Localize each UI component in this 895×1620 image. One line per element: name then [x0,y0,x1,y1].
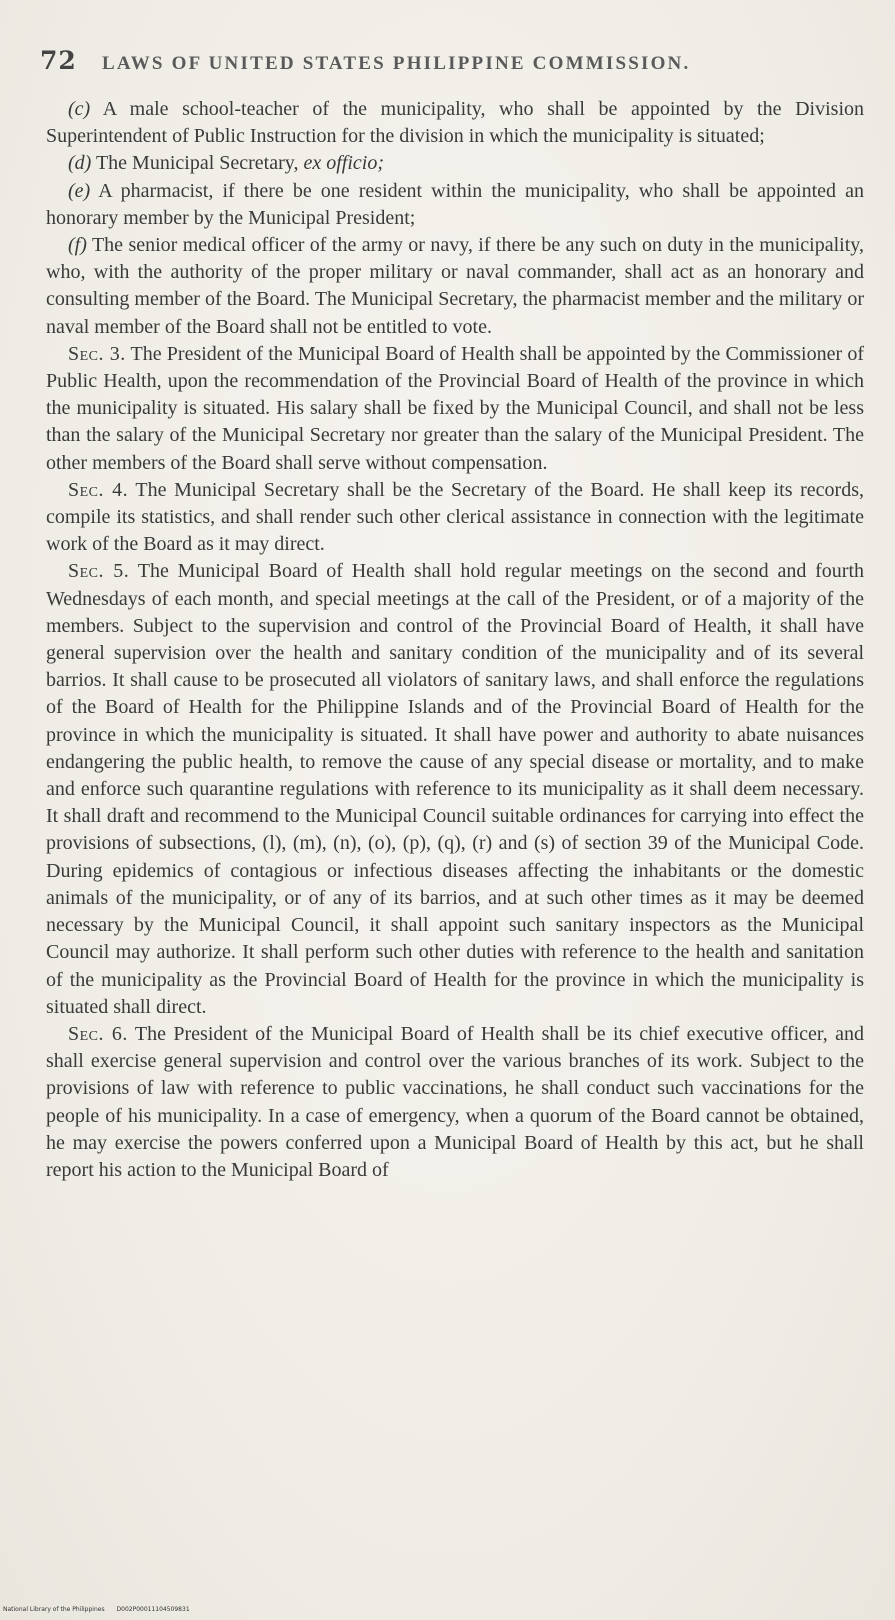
body-text [46,96,864,1184]
page-header [40,46,870,80]
paragraph-text: The Municipal Secretary shall be the Secretary of the Board. He shall keep its records, compile its statistics, and shall render such other clerical assistance in connection with the legitimate work of the Board as it may direct. [46,478,864,556]
clause-label: (c) [68,98,91,120]
clause-label: (d) [68,152,92,175]
paragraph-text: The Municipal Secretary, [91,152,304,175]
library-credit: National Library of the Philippines [3,1606,105,1613]
clause-label: (f) [68,234,87,257]
paragraph-c [46,96,864,150]
section-4 [46,477,864,559]
paragraph-text: The Municipal Board of Health shall hold regular meetings on the second and fourth Wednesdays of each month, and special meetings at the call of the President, or of a majority of the members. Subject to the supervision and control of the Provincial Board of Health, it shall have general supervision over the health and sanitary condition of the municipality and of its several barrios. It shall cause to be prosecuted all violators of sanitary laws, and shall enforce the regulations of the Board of Health for the Philippine Islands and of the Provincial Board of Health for the province in which the municipality is situated. It shall have power and authority to abate nuisances endangering the public health, to remove the cause of any special disease or mortality, and to make and enforce such quarantine regulations with reference to its municipality as it shall deem necessary. It shall draft and recommend to the Municipal Council suitable ordinances for carrying into effect the provisions of subsections, (l), (m), (n), (o), (p), (q), (r) and (s) of section 39 of the Municipal Code. During epidemics of contagious or infectious diseases affecting the inhabitants or the domestic animals of the municipality, or of any of its barrios, and at such other times as it may be deemed necessary by the Municipal Council, it shall appoint such sanitary inspectors as the Municipal Council may authorize. It shall perform such other duties with reference to the health and sanitation of the municipality as the Provincial Board of Health for the province in which the municipality is situated shall direct. [46,560,865,1018]
section-label: Sec. 6. [68,1022,128,1045]
scan-code: D002P00011104509831 [116,1606,190,1613]
paragraph-text: A male school-teacher of the municipality, who shall be appointed by the Division Superintendent of Public Instruction for the division in which the municipality is situated; [46,98,864,148]
paragraph-e [46,178,864,232]
section-5 [46,558,864,1020]
paragraph-italic-text: ex officio; [303,152,385,175]
running-head: LAWS OF UNITED STATES PHILIPPINE COMMISSION. [102,53,691,74]
section-3 [46,341,864,477]
paragraph-d [46,150,864,177]
section-label: Sec. 3. [68,342,126,365]
paragraph-text: The senior medical officer of the army or navy, if there be any such on duty in the municipality, who, with the authority of the proper military or naval commander, shall act as an honorary and consulting member of the Board. The Municipal Secretary, the pharmacist member and the military or naval member of the Board shall not be entitled to vote. [46,234,864,338]
paragraph-f [46,232,864,341]
paragraph-text: The President of the Municipal Board of Health shall be appointed by the Commissioner of Public Health, upon the recommendation of the Provincial Board of Health of the province in which the municipality is situated. His salary shall be fixed by the Municipal Council, and shall not be less than the salary of the Municipal Secretary nor greater than the salary of the Municipal President. The other members of the Board shall serve without compensation. [46,342,864,474]
section-label: Sec. 5. [68,560,130,583]
page-number: 72 [40,46,77,75]
scan-footer [3,1606,200,1613]
clause-label: (e) [68,179,91,202]
paragraph-text: The President of the Municipal Board of Health shall be its chief executive officer, and shall exercise general supervision and control over the various branches of its work. Subject to the provisions of law with reference to public vaccinations, he shall conduct such vaccinations for the people of his municipality. In a case of emergency, when a quorum of the Board cannot be obtained, he may exercise the powers conferred upon a Municipal Board of Health by this act, but he shall report his action to the Municipal Board of [46,1022,864,1181]
section-6 [46,1021,864,1184]
paragraph-text: A pharmacist, if there be one resident within the municipality, who shall be appointed an honorary member by the Municipal President; [46,179,864,229]
section-label: Sec. 4. [68,478,129,501]
